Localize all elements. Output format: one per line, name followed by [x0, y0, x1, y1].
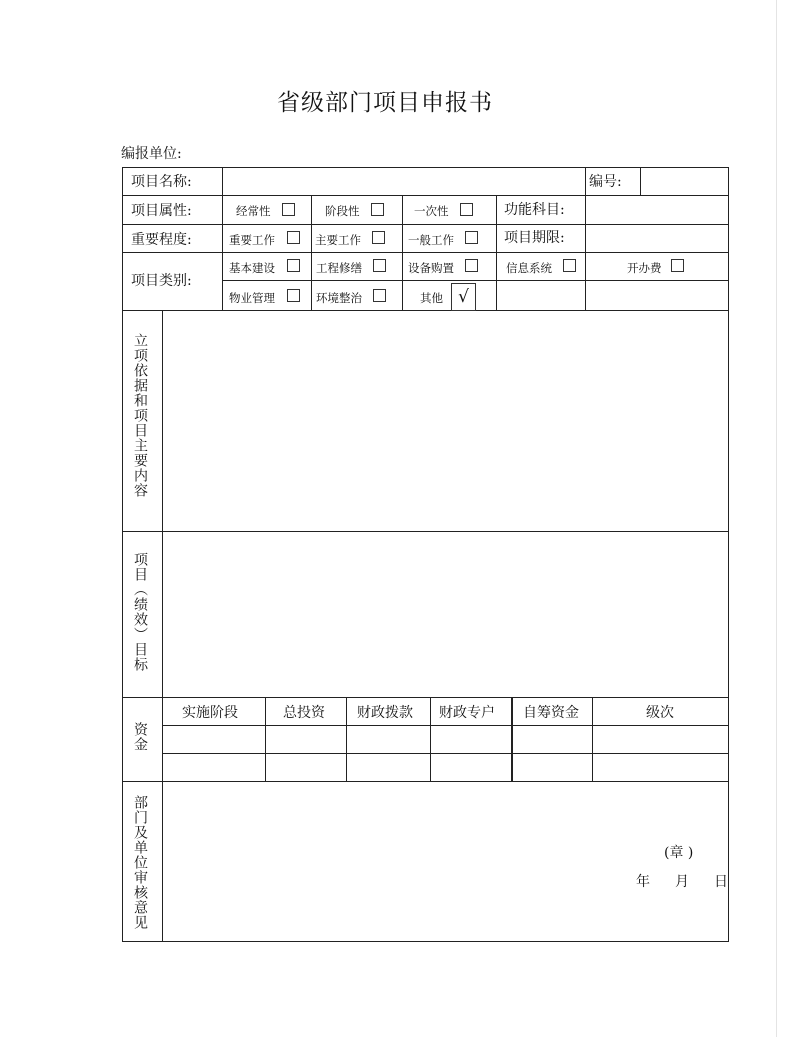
option-property-checkbox[interactable] — [287, 289, 300, 302]
unit-label: 编报单位: — [121, 146, 182, 162]
option-main-label: 主要工作 — [315, 233, 361, 247]
option-phase-label: 阶段性 — [325, 204, 360, 218]
seal-label: (章 ) — [664, 845, 694, 861]
date-month: 月 — [675, 874, 689, 890]
date-year: 年 — [636, 874, 650, 890]
col-divider — [346, 697, 347, 781]
function-subject-label: 功能科目: — [504, 202, 565, 218]
col-divider — [430, 697, 431, 781]
project-name-label: 项目名称: — [131, 174, 192, 190]
funds-header-self: 自筹资金 — [523, 705, 579, 721]
section-goal-label: 项目（绩效）目标 — [132, 552, 148, 672]
funds-header-special: 财政专户 — [439, 705, 495, 721]
project-attr-label: 项目属性: — [131, 203, 192, 219]
category-label: 项目类别: — [131, 273, 192, 289]
col-divider — [640, 167, 641, 195]
project-period-label: 项目期限: — [504, 230, 565, 246]
option-once-checkbox[interactable] — [460, 203, 473, 216]
option-other-checkbox[interactable]: √ — [451, 283, 476, 311]
option-environment-checkbox[interactable] — [373, 289, 386, 302]
form-table — [122, 167, 729, 942]
row-divider — [162, 753, 729, 754]
option-construction-label: 基本建设 — [229, 261, 275, 275]
col-divider — [511, 697, 513, 781]
page-title: 省级部门项目申报书 — [277, 90, 493, 116]
date-day: 日 — [714, 874, 728, 890]
funds-header-level: 级次 — [646, 705, 674, 721]
option-startup-label: 开办费 — [627, 261, 662, 275]
col-divider — [162, 310, 163, 942]
option-phase-checkbox[interactable] — [371, 203, 384, 216]
col-divider — [592, 697, 593, 781]
col-divider — [496, 195, 497, 310]
col-divider — [222, 167, 223, 310]
funds-label: 资金 — [132, 722, 148, 752]
option-general-label: 一般工作 — [408, 233, 454, 247]
col-divider — [311, 195, 312, 310]
project-number-label: 编号: — [589, 174, 622, 190]
option-repair-checkbox[interactable] — [373, 259, 386, 272]
option-regular-checkbox[interactable] — [282, 203, 295, 216]
option-property-label: 物业管理 — [229, 291, 275, 305]
row-divider — [122, 224, 729, 225]
col-divider — [585, 167, 586, 310]
row-divider — [162, 725, 729, 726]
option-important-label: 重要工作 — [229, 233, 275, 247]
row-divider — [122, 531, 729, 532]
option-main-checkbox[interactable] — [372, 231, 385, 244]
review-label: 部门及单位审核意见 — [132, 795, 148, 930]
option-general-checkbox[interactable] — [465, 231, 478, 244]
funds-header-total: 总投资 — [283, 705, 325, 721]
row-divider — [122, 310, 729, 311]
option-equipment-label: 设备购置 — [408, 261, 454, 275]
col-divider — [265, 697, 266, 781]
option-other-label: 其他 — [420, 291, 443, 305]
option-regular-label: 经常性 — [236, 204, 271, 218]
row-divider — [122, 252, 729, 253]
option-repair-label: 工程修缮 — [316, 261, 362, 275]
option-it-system-checkbox[interactable] — [563, 259, 576, 272]
option-startup-checkbox[interactable] — [671, 259, 684, 272]
option-important-checkbox[interactable] — [287, 231, 300, 244]
page-edge — [776, 0, 777, 1037]
row-divider — [122, 781, 729, 782]
col-divider — [402, 195, 403, 310]
row-divider — [122, 697, 729, 698]
option-construction-checkbox[interactable] — [287, 259, 300, 272]
row-divider — [122, 195, 729, 196]
option-once-label: 一次性 — [414, 204, 449, 218]
importance-label: 重要程度: — [131, 232, 192, 248]
section-basis-label: 立项依据和项目主要内容 — [132, 333, 148, 498]
funds-header-fiscal: 财政拨款 — [357, 705, 413, 721]
option-equipment-checkbox[interactable] — [465, 259, 478, 272]
row-divider — [222, 280, 729, 281]
option-environment-label: 环境整治 — [316, 291, 362, 305]
funds-header-stage: 实施阶段 — [182, 705, 238, 721]
option-it-system-label: 信息系统 — [506, 261, 552, 275]
